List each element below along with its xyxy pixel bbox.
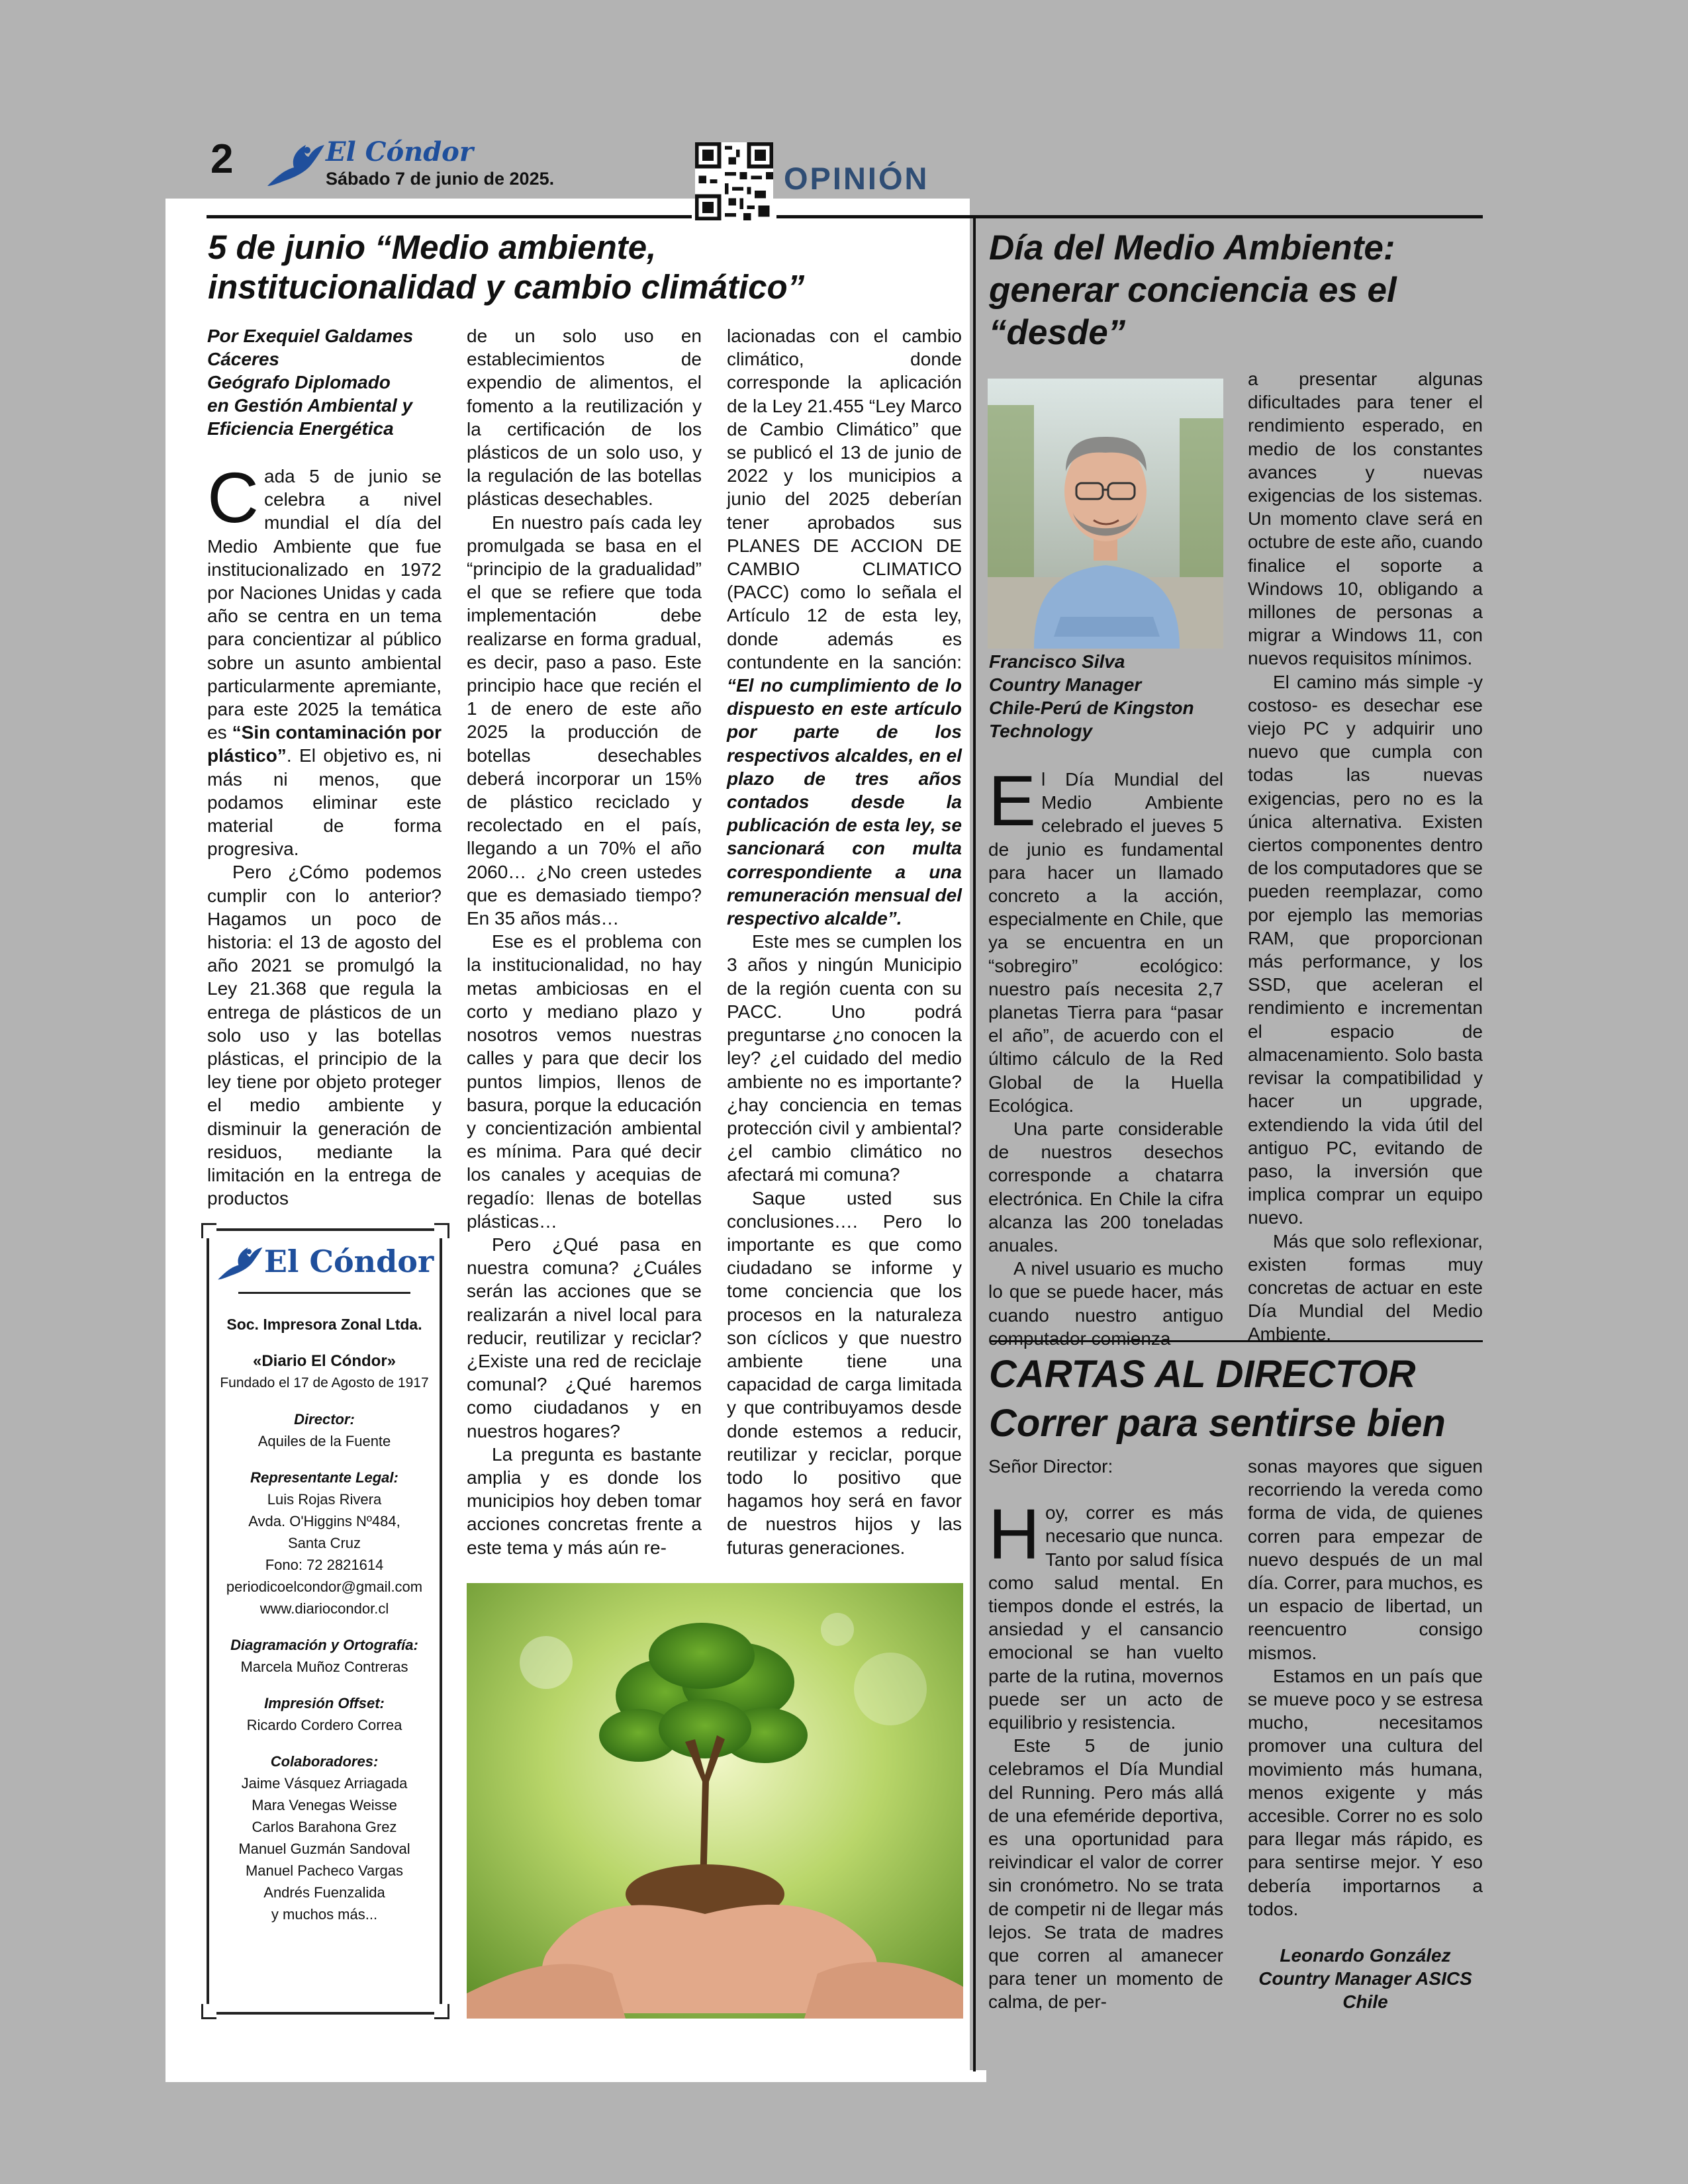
condor-logo-icon <box>215 1240 264 1283</box>
page-number: 2 <box>211 136 234 182</box>
condor-logo-icon <box>265 136 326 190</box>
header-rule-right <box>776 215 1483 218</box>
panel-edge <box>165 2070 986 2082</box>
article2-title: Día del Medio Ambiente: generar conciencia es el “desde” <box>989 228 1397 352</box>
author-portrait-photo <box>988 379 1223 649</box>
header-rule-left <box>207 215 692 218</box>
article1-column-2: de un solo uso en establecimientos de expendio de alimentos, el fomento a la reutilización y la certificación de los plásticos de un solo uso, y la regulación de las botellas plásticas desechables. En nuestro país cada ley promulgada se basa en el “principio de la gradualidad” el que se refiere que toda implementación debe realizarse en forma gradual, es decir, paso a paso. Este principio hace que recién el 1 de enero de este año 2025 la producción de botellas desechables deberá incorporar un 15% de plástico reciclado y recolectado en el país, llegando a un 70% el año 2060… ¿No creen ustedes que es demasiado tiempo? En 35 años más… Ese es el problema con la institucionalidad, no hay metas ambiciosas en el corto y mediano plazo y nosotros vemos nuestras calles y para que decir los puntos limpios, llenos de basura, porque la educación y concientización ambiental es mínima. Para qué decir los canales y acequias de regadío: llenas de botellas plásticas… Pero ¿Qué pasa en nuestra comuna? ¿Cuáles serán las acciones que se realizarán a nivel local para reducir, reutilizar y reciclar? ¿Existe una red de reciclaje comunal? ¿Qué haremos como ciudadanos y en nuestros hogares? La pregunta es bastante amplia y es donde los municipios hoy deben tomar acciones concretas frente a este tema y más aún re- <box>467 326 702 1558</box>
article1-byline: Por Exequiel Galdames Cáceres Geógrafo Diplomado en Gestión Ambiental y Eficiencia Energética <box>207 326 414 439</box>
masthead-box: El Cóndor Soc. Impresora Zonal Ltda. «Diario El Cóndor» Fundado el 17 de Agosto de 1917 Director: Aquiles de la Fuente Representante Legal: Luis Rojas Rivera Avda. O'Higgins Nº484, Santa Cruz Fono: 72 2821614 periodicoelcondor@gmail.com www.diariocondor.cl Diagramación y Ortografía: Marcela Muñoz Contreras Impresión Offset: Ricardo Cordero Correa Colaboradores: Jaime Vásquez Arriagada Mara Venegas Weisse Carlos Barahona Grez Manuel Guzmán Sandoval Manuel Pacheco Vargas Andrés Fuenzalida y muchos más... <box>207 1228 442 2015</box>
masthead-brand: El Cóndor <box>263 1243 434 1279</box>
box-corner <box>434 1223 449 1238</box>
letter-signature: Leonardo González Country Manager ASICS Chile <box>1258 1945 1472 2013</box>
dropcap: H <box>988 1494 1040 1574</box>
issue-date: Sábado 7 de junio de 2025. <box>326 169 555 189</box>
article3-column-2: sonas mayores que siguen recorriendo la vereda como forma de vida, de quienes corren para empezar de nuevo después de un mal día. Correr, para muchos, es un espacio de libertad, un reencuentro consigo mismos. Estamos en un país que se mueve poco y se estresa mucho, necesitamos promover una cultura del movimiento más humana, menos exigente y más accesible. Correr no es solo para llegar más rápido, es para sentirse mejor. Y eso debería importarnos a todos. Leonardo González Country Manager ASICS Chile <box>1248 1455 1483 2014</box>
tree-in-hands-photo <box>467 1583 963 2019</box>
box-corner <box>201 1223 216 1238</box>
portrait-caption: Francisco Silva Country Manager Chile-Perú de Kingston Technology <box>989 651 1194 741</box>
article1-column-3: lacionadas con el cambio climático, donde corresponde la aplicación de la Ley 21.455 “Ley Marco de Cambio Climático” que se publicó el 13 de junio de 2022 y los municipios a junio del 2025 deberían tener aprobados sus PLANES DE ACCION DE CAMBIO CLIMATICO (PACC) como lo señala el Artículo 12 de esta ley, donde además es contundente en la sanción: “El no cumplimiento de lo dispuesto en este artículo por parte de los respectivos alcaldes, en el plazo de tres años contados desde la publicación de esta ley, se sancionará con multa correspondiente a una remuneración mensual del respectivo alcalde”. Este mes se cumplen los 3 años y ningún Municipio de la región cuenta con su PACC. Uno podrá preguntarse ¿no conocen la ley? ¿el cuidado del medio ambiente no es importante? ¿hay conciencia en temas protección civil y ambiental? ¿el cambio climático no afectará mi comuna? Saque usted sus conclusiones…. Pero lo importante es que como ciudadano se informe y tome conciencia que los procesos en la naturaleza son cíclicos y que nuestro ambiente tiene una capacidad de carga limitada y que contribuyamos desde donde estemos a reducir, reutilizar y reciclar, porque todo lo positivo que hagamos hoy será en favor de nuestros hijos y las futuras generaciones. <box>727 326 962 1558</box>
dropcap: C <box>207 457 259 537</box>
dropcap: E <box>988 760 1037 841</box>
article3-column-1: Señor Director: Hoy, correr es más necesario que nunca. Tanto por salud física como salud mental. En tiempos donde el estrés, la ansiedad y el cansancio emocional se han vuelto parte de la rutina, movernos puede ser un acto de equilibrio y resistencia. Este 5 de junio celebramos el Día Mundial del Running. Pero más allá de una efeméride deportiva, es una oportunidad para reivindicar el valor de correr sin cronómetro. No se trata de competir ni de llegar más lejos. Se trata de madres que corren al amanecer para tener un momento de calma, de per- <box>988 1456 1223 2013</box>
article1-column-1: Por Exequiel Galdames Cáceres Geógrafo Diplomado en Gestión Ambiental y Eficiencia Energética Cada 5 de junio se celebra a nivel mundial el día del Medio Ambiente que fue institucionalizado en 1972 por Naciones Unidas y cada año se centra en un tema para concientizar al público sobre un asunto ambiental particularmente apremiante, para este 2025 la temática es “Sin contaminación por plástico”. El objetivo es, ni más ni menos, que podamos eliminar este material de forma progresiva. Pero ¿Cómo podemos cumplir con lo anterior? Hagamos un poco de historia: el 13 de agosto del año 2021 se promulgó la Ley 21.368 que regula la entrega de plásticos de un solo uso y las botellas plásticas, el principio de la ley tiene por objeto proteger el medio ambiente y disminuir la generación de residuos, mediante la limitación en la entrega de productos <box>207 326 442 1209</box>
letter-salutation: Señor Director: <box>988 1456 1113 1477</box>
column-divider <box>973 218 976 2071</box>
article1-title: 5 de junio “Medio ambiente, institucionalidad y cambio climático” <box>208 228 805 306</box>
article2-column-1: El Día Mundial del Medio Ambiente celebrado el jueves 5 de junio es fundamental para hacer un llamado concreto a la acción, especialmente en Chile, que ya se encuentra en un “sobregiro” ecológico: nuestro país necesita 2,7 planetas Tierra para “pasar el año”, de acuerdo con el último cálculo de la Red Global de la Huella Ecológica. Una parte considerable de nuestros desechos corresponde a chatarra electrónica. En Chile la cifra alcanza las 200 toneladas anuales. A nivel usuario es mucho lo que se puede hacer, más cuando nuestro antiguo computador comienza <box>988 760 1223 1349</box>
box-corner <box>434 2004 449 2019</box>
qr-code-icon <box>695 142 773 220</box>
article2-column-2: a presentar algunas dificultades para tener el rendimiento esperado, en medio de los constantes avances y nuevas exigencias de los sistemas. Un momento clave será en octubre de este año, cuando finalice el soporte a Windows 10, obligando a millones de personas a migrar a Windows 11, con nuevos requisitos mínimos. El camino más simple -y costoso- es desechar ese viejo PC y adquirir uno nuevo que cumpla con todas las nuevas exigencias, pero no es la única alternativa. Existen ciertos componentes dentro de los computadores que se pueden reemplazar, como por ejemplo las memorias RAM, que proporcionan más performance, y los SSD, que aceleran el rendimiento e incrementan el espacio de almacenamiento. Solo basta revisar la compatibilidad y hacer un upgrade, extendiendo la vida útil del antiguo PC, evitando de paso, la inversión que implica comprar un equipo nuevo. Más que solo reflexionar, existen formas muy concretas de actuar en este Día Mundial del Medio Ambiente. <box>1248 369 1483 1345</box>
article3-title: CARTAS AL DIRECTOR Correr para sentirse bien <box>989 1353 1446 1445</box>
brand-name: El Cóndor <box>326 136 473 167</box>
box-corner <box>201 2004 216 2019</box>
section-title: OPINIÓN <box>784 161 929 196</box>
